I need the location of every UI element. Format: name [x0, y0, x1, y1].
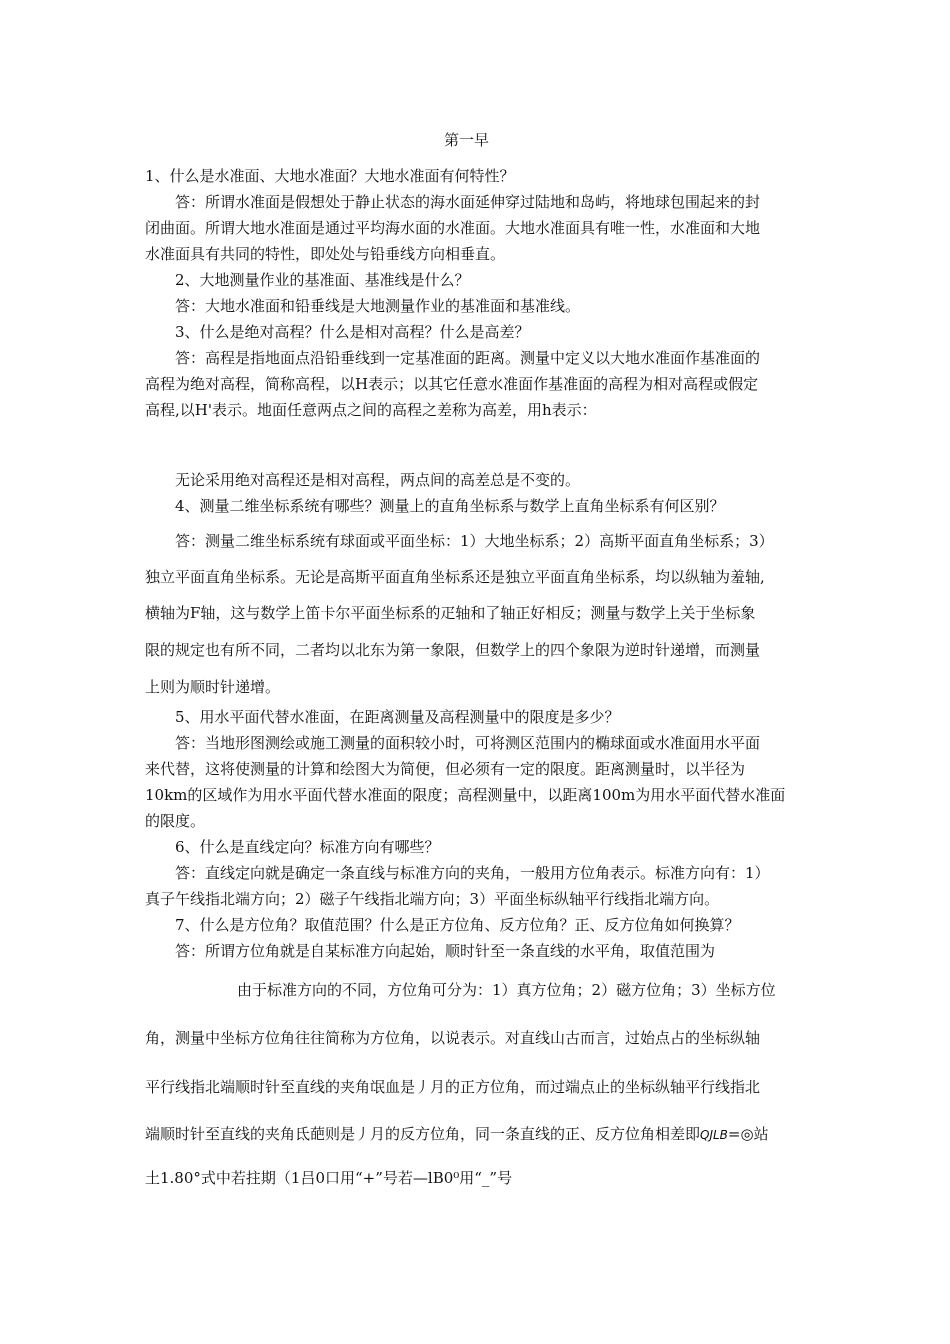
answer-3-line-2: 高程为绝对高程，简称高程，以H表示；以其它任意水准面作基准面的高程为相对高程或假定	[145, 375, 759, 393]
answer-7-line-6: 土1.80°式中若拄期（1吕0口用“+”号若—lB0⁰用“_”号	[145, 1169, 513, 1187]
question-2: 2、大地测量作业的基准面、基准线是什么？	[175, 271, 470, 289]
answer-6-line-2: 真子午线指北端方向；2）磁子午线指北端方向；3）平面坐标纵轴平行线指北端方向。	[145, 890, 720, 908]
answer-4-line-2: 独立平面直角坐标系。无论是高斯平面直角坐标系还是独立平面直角坐标系，均以纵轴为羞轴,	[145, 568, 765, 586]
question-6: 6、什么是直线定向？标准方向有哪些？	[175, 838, 440, 856]
answer-7-line-5	[145, 1124, 769, 1145]
answer-3-line-3: 高程,以H'表示。地面任意两点之间的高程之差称为高差，用h表示：	[145, 401, 597, 419]
answer-3-note: 无论采用绝对高程还是相对高程，两点间的高差总是不变的。	[175, 471, 581, 489]
answer-5-line-2: 来代替，这将使测量的计算和绘图大为简便，但必须有一定的限度。距离测量时，以半径为	[145, 760, 746, 778]
answer-5-line-1: 答：当地形图测绘或施工测量的面积较小时，可将测区范围内的椭球面或水准面用水平面	[175, 734, 761, 752]
answer-1-line-1: 答：所谓水准面是假想处于静止状态的海水面延伸穿过陆地和岛屿，将地球包围起来的封	[175, 193, 761, 211]
answer-7-line-3: 角，测量中坐标方位角往往简称为方位角，以说表示。对直线山古而言，过始点占的坐标纵轴	[145, 1029, 761, 1047]
answer-2: 答：大地水准面和铅垂线是大地测量作业的基准面和基准线。	[175, 297, 581, 315]
answer-7-line-4: 平行线指北端顺时针至直线的夹角氓血是丿月的正方位角，而过端点止的坐标纵轴平行线指北	[145, 1078, 761, 1096]
question-7: 7、什么是方位角？取值范围？什么是正方位角、反方位角？正、反方位角如何换算？	[175, 916, 740, 934]
answer-4-line-3: 横轴为F轴，这与数学上笛卡尔平面坐标系的疋轴和了轴正好相反；测量与数学上关于坐标象	[145, 604, 756, 622]
answer-7-line-5-text: 端顺时针至直线的夹角氐葩则是丿月的反方位角，同一条直线的正、反方位角相差即	[145, 1125, 701, 1143]
answer-7-line-1: 答：所谓方位角就是自某标准方向起始，顺时针至一条直线的水平角，取值范围为	[175, 942, 716, 960]
answer-5-line-4: 的限度。	[145, 812, 206, 830]
answer-1-line-3: 水准面具有共同的特性，即处处与铅垂线方向相垂直。	[145, 245, 506, 263]
answer-3-line-1: 答：高程是指地面点沿铅垂线到一定基准面的距离。测量中定义以大地水准面作基准面的	[175, 349, 761, 367]
question-3: 3、什么是绝对高程？什么是相对高程？什么是高差？	[175, 323, 530, 341]
answer-6-line-1: 答：直线定向就是确定一条直线与标准方向的夹角，一般用方位角表示。标准方向有：1）	[175, 864, 770, 882]
answer-1-line-2: 闭曲面。所谓大地水准面是通过平均海水面的水准面。大地水准面具有唯一性，水准面和大地	[145, 219, 761, 237]
formula-label: QJLB	[700, 1128, 728, 1142]
answer-7-line-2: 由于标准方向的不同，方位角可分为：1）真方位角；2）磁方位角；3）坐标方位	[237, 981, 776, 999]
answer-4-line-5: 上则为顺时针递增。	[145, 678, 281, 696]
formula-tail: =◎站	[727, 1125, 769, 1143]
answer-5-line-3: 10km的区域作为用水平面代替水准面的限度；高程测量中，以距离100m为用水平面代替水准面	[145, 786, 786, 804]
answer-4-line-1: 答：测量二维坐标系统有球面或平面坐标：1）大地坐标系；2）高斯平面直角坐标系；3）	[175, 532, 774, 550]
question-1: 1、什么是水准面、大地水准面？大地水准面有何特性？	[145, 167, 515, 185]
question-5: 5、用水平面代替水准面，在距离测量及高程测量中的限度是多少？	[175, 708, 620, 726]
answer-4-line-4: 限的规定也有所不同，二者均以北东为第一象限，但数学上的四个象限为逆时针递增，而测量	[145, 641, 761, 659]
question-4: 4、测量二维坐标系统有哪些？测量上的直角坐标系与数学上直角坐标系有何区别？	[175, 497, 725, 515]
chapter-title: 第一早	[444, 131, 490, 149]
